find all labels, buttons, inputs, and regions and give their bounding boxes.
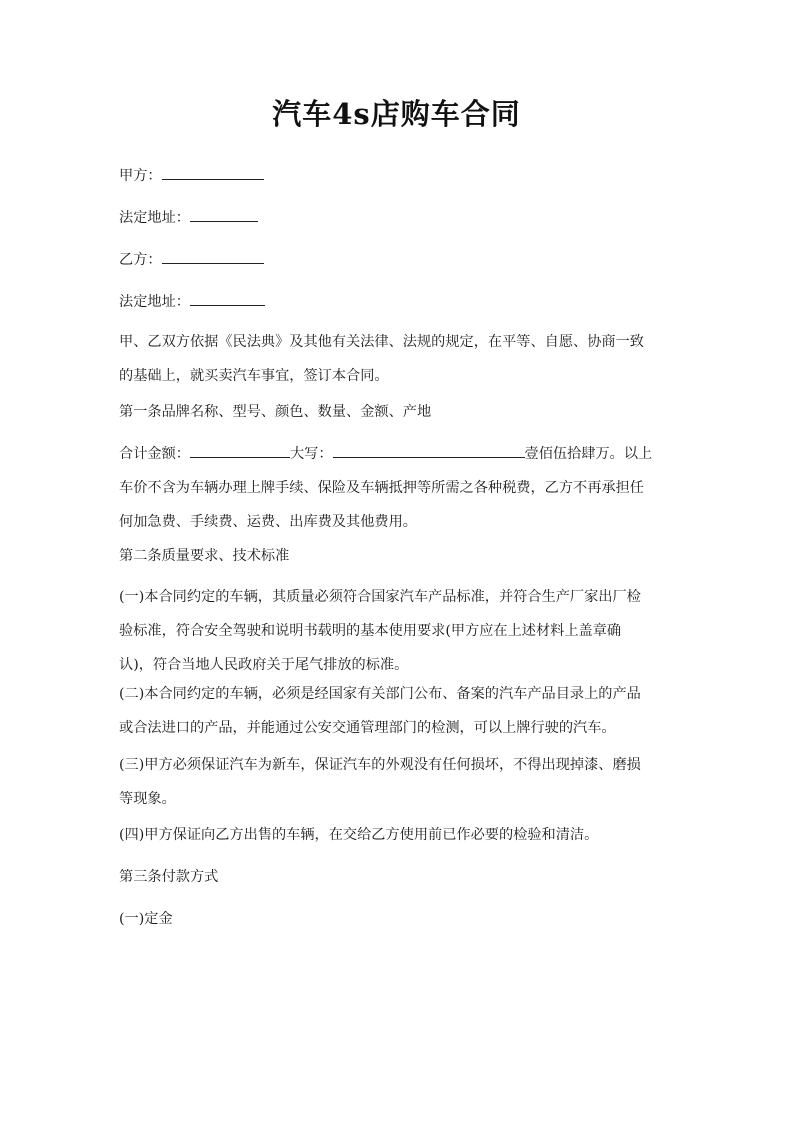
article-1-heading: 第一条品牌名称、型号、颜色、数量、金额、产地 (119, 404, 432, 420)
document-title: 汽车4s店购车合同 (272, 97, 521, 131)
clause-line: 认)，符合当地人民政府关于尾气排放的标准。 (119, 657, 409, 673)
capital-amount-blank[interactable] (333, 442, 525, 458)
capital-amount-label: 大写： (289, 446, 333, 462)
clause-line: (三)甲方必须保证汽车为新车，保证汽车的外观没有任何损坏，不得出现掉漆、磨损 (119, 757, 641, 773)
party-a-label: 甲方： (119, 168, 162, 184)
capital-amount-suffix: 壹佰伍拾肆万。以上 (524, 446, 653, 462)
party-b-blank[interactable] (162, 248, 264, 264)
clause-2-4-paragraph: (四)甲方保证向乙方出售的车辆，在交给乙方使用前已作必要的检验和清洁。 (119, 827, 599, 843)
clause-2-3-paragraph (119, 748, 679, 816)
party-b-address-blank[interactable] (190, 290, 265, 306)
total-amount-line: 何加急费、手续费、运费、出库费及其他费用。 (119, 514, 417, 530)
clause-line: (一)本合同约定的车辆，其质量必须符合国家汽车产品标准，并符合生产厂家出厂检 (119, 589, 641, 605)
party-b-address-line (119, 285, 679, 319)
party-a-line (119, 159, 679, 193)
total-amount-line (119, 437, 679, 471)
clause-3-1-paragraph: (一)定金 (119, 911, 173, 927)
preamble-line: 甲、乙双方依据《民法典》及其他有关法律、法规的规定，在平等、自愿、协商一致 (119, 334, 644, 350)
preamble-line: 的基础上，就买卖汽车事宜，签订本合同。 (119, 368, 389, 384)
total-amount-line: 车价不含为车辆办理上牌手续、保险及车辆抵押等所需之各种税费，乙方不再承担任 (119, 480, 644, 496)
total-amount-paragraph (119, 437, 679, 539)
party-b-line (119, 243, 679, 277)
clause-line: 等现象。 (119, 791, 176, 807)
clause-line: 验标准，符合安全驾驶和说明书载明的基本使用要求(甲方应在上述材料上盖章确 (119, 623, 622, 639)
article-2-heading: 第二条质量要求、技术标准 (119, 548, 290, 564)
clause-line: (二)本合同约定的车辆，必须是经国家有关部门公布、备案的汽车产品目录上的产品 (119, 686, 641, 702)
clause-2-2-paragraph (119, 677, 679, 745)
article-3-heading: 第三条付款方式 (119, 869, 219, 885)
total-amount-label: 合计金额： (119, 446, 190, 462)
party-b-label: 乙方： (119, 252, 162, 268)
party-b-address-label: 法定地址： (119, 294, 190, 310)
preamble-paragraph (119, 325, 679, 393)
party-a-blank[interactable] (162, 164, 264, 180)
party-a-address-line (119, 201, 679, 235)
total-amount-blank[interactable] (190, 442, 290, 458)
clause-2-1-paragraph (119, 580, 679, 682)
party-a-address-blank[interactable] (190, 206, 258, 222)
party-a-address-label: 法定地址： (119, 210, 190, 226)
clause-line: 或合法进口的产品，并能通过公安交通管理部门的检测，可以上牌行驶的汽车。 (119, 720, 616, 736)
